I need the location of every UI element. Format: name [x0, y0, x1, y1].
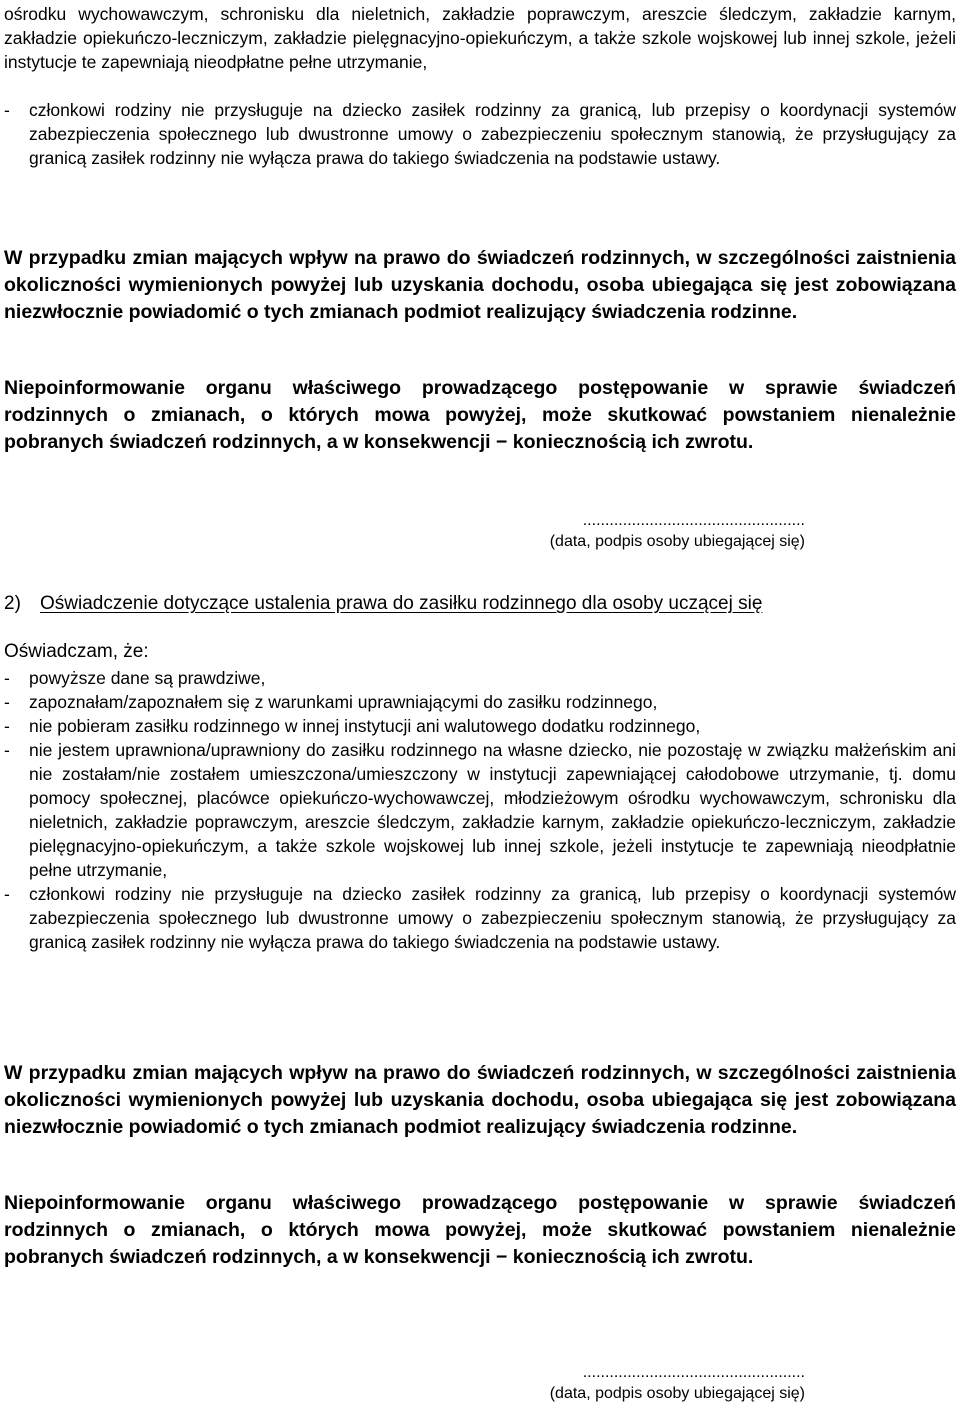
list-item-text: członkowi rodziny nie przysługuje na dziecko zasiłek rodzinny za granicą, lub przepisy o koordynacji systemów zabezpieczenia społecznego lub dwustronne umowy o zabezpieczeniu społecznym stanowią, że przysługujący za granicą zasiłek rodzinny nie wyłącza prawa do takiego świadczenia na podstawie ustawy.	[29, 100, 956, 168]
continued-text	[4, 2, 956, 74]
section-heading	[4, 592, 956, 616]
signature-block	[550, 1362, 805, 1404]
notice-changes-text: W przypadku zmian mających wpływ na prawo do świadczeń rodzinnych, w szczególności zaistnienia okoliczności wymienionych powyżej lub uzyskania dochodu, osoba ubiegająca się jest zobowiązana niezwłocznie powiadomić o tych zmianach podmiot realizujący świadczenia rodzinne.	[4, 1062, 956, 1138]
list-item-text: nie jestem uprawniona/uprawniony do zasiłku rodzinnego na własne dziecko, nie pozostaję w związku małżeńskim ani nie zostałam/nie zostałem umieszczona/umieszczony w instytucji zapewniającej całodobowe utrzymanie, tj. domu pomocy społecznej, placówce opiekuńczo-wychowawczej, młodzieżowym ośrodku wychowawczym, schronisku dla nieletnich, zakładzie poprawczym, areszcie śledczym, zakładzie karnym, zakładzie opiekuńczo-leczniczym, zakładzie pielęgnacyjno-opiekuńczym, a także szkole wojskowej lub innej szkole, jeżeli instytucje te zapewniają nieodpłatnie pełne utrzymanie,	[29, 740, 956, 880]
list-item	[4, 98, 956, 170]
bullet-dash: -	[4, 740, 10, 760]
signature-label: (data, podpis osoby ubiegającej się)	[549, 533, 805, 550]
declaration-list	[4, 666, 956, 954]
continued-paragraph: ośrodku wychowawczym, schronisku dla nieletnich, zakładzie poprawczym, areszcie śledczym, zakładzie karnym, zakładzie opiekuńczo-leczniczym, zakładzie pielęgnacyjno-opiekuńczym, a także szkole wojskowej lub innej szkole, jeżeli instytucje te zapewniają nieodpłatne pełne utrzymanie,	[4, 4, 956, 72]
notice-changes	[4, 1060, 956, 1141]
list-item	[4, 714, 956, 738]
notice-consequences	[4, 375, 956, 456]
bullet-dash: -	[4, 668, 10, 688]
bullet-dash: -	[4, 100, 10, 120]
list-item	[4, 666, 956, 690]
section-title: Oświadczenie dotyczące ustalenia prawa do zasiłku rodzinnego dla osoby uczącej się	[40, 593, 763, 614]
bullet-dash: -	[4, 716, 10, 736]
list-item-text: nie pobieram zasiłku rodzinnego w innej instytucji ani walutowego dodatku rodzinnego,	[29, 716, 701, 736]
signature-line: ..................................................	[582, 1364, 805, 1381]
list-item-text: powyższe dane są prawdziwe,	[29, 668, 266, 688]
notice-changes	[4, 245, 956, 326]
declaration-intro: Oświadczam, że:	[4, 641, 149, 662]
signature-block	[550, 510, 805, 552]
notice-changes-text: W przypadku zmian mających wpływ na prawo do świadczeń rodzinnych, w szczególności zaistnienia okoliczności wymienionych powyżej lub uzyskania dochodu, osoba ubiegająca się jest zobowiązana niezwłocznie powiadomić o tych zmianach podmiot realizujący świadczenia rodzinne.	[4, 247, 956, 323]
list-item-text: członkowi rodziny nie przysługuje na dziecko zasiłek rodzinny za granicą, lub przepisy o koordynacji systemów zabezpieczenia społecznego lub dwustronne umowy o zabezpieczeniu społecznym stanowią, że przysługujący za granicą zasiłek rodzinny nie wyłącza prawa do takiego świadczenia na podstawie ustawy.	[29, 884, 956, 952]
notice-consequences-text: Niepoinformowanie organu właściwego prowadzącego postępowanie w sprawie świadczeń rodzinnych o zmianach, o których mowa powyżej, może skutkować powstaniem nienależnie pobranych świadczeń rodzinnych, a w konsekwencji − koniecznością ich zwrotu.	[4, 377, 956, 453]
section-number: 2)	[4, 593, 21, 614]
list-item-text: zapoznałam/zapoznałem się z warunkami uprawniającymi do zasiłku rodzinnego,	[29, 692, 658, 712]
list-item	[4, 738, 956, 882]
bullet-dash: -	[4, 692, 10, 712]
list-item	[4, 690, 956, 714]
notice-consequences-text: Niepoinformowanie organu właściwego prowadzącego postępowanie w sprawie świadczeń rodzinnych o zmianach, o których mowa powyżej, może skutkować powstaniem nienależnie pobranych świadczeń rodzinnych, a w konsekwencji − koniecznością ich zwrotu.	[4, 1192, 956, 1268]
bullet-dash: -	[4, 884, 10, 904]
notice-consequences	[4, 1190, 956, 1271]
signature-line: ..................................................	[582, 512, 805, 529]
signature-label: (data, podpis osoby ubiegającej się)	[549, 1385, 805, 1402]
continued-list	[4, 98, 956, 170]
list-item	[4, 882, 956, 954]
